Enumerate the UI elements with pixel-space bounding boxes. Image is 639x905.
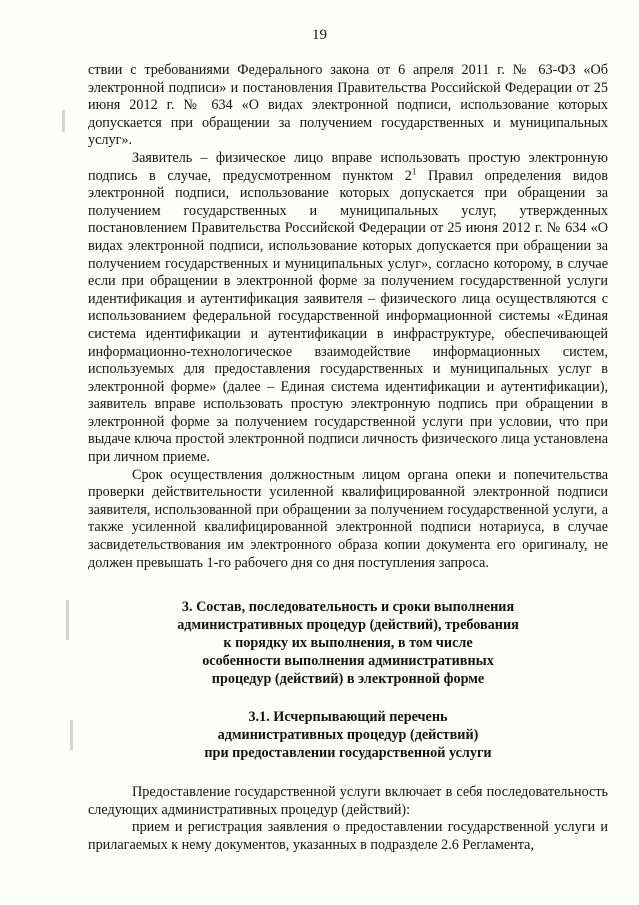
- subsection-heading: [88, 708, 608, 762]
- subsection-heading-line: 3.1. Исчерпывающий перечень: [248, 709, 448, 726]
- section-heading-line: процедур (действий) в электронной форме: [211, 671, 485, 688]
- document-body: [88, 62, 608, 855]
- section-heading-line: административных процедур (действий), требования: [177, 617, 519, 634]
- paragraph-verification-term: Срок осуществления должностным лицом органа опеки и попечительства проверки действительности усиленной квалифицированной электронной подписи заявителя, использованной при обращении за получением государственной услуги, а также усиленной квалифицированной электронной подписи нотариуса, в случае засвидетельствования им электронного образа копии документа его оригиналу, не должен превышать 1-го рабочего дня со дня поступления запроса.: [88, 466, 608, 571]
- paragraph-procedure-item: прием и регистрация заявления о предоставлении государственной услуги и прилагаемых к нему документов, указанных в подразделе 2.6 Регламента,: [88, 819, 608, 853]
- section-heading-line: особенности выполнения административных: [202, 653, 494, 670]
- scan-artifact: [66, 600, 69, 640]
- paragraph-continuation: ствии с требованиями Федерального закона от 6 апреля 2011 г. № 63-ФЗ «Об электронной подписи» и постановления Правительства Российской Федерации от 25 июня 2012 г. № 634 «О видах электронной подписи, использование которых допускается при обращении за получением государственных и муниципальных услуг».: [88, 62, 608, 149]
- paragraph-simple-signature: [88, 150, 608, 467]
- scan-artifact: [70, 720, 73, 750]
- paragraph-text: Правил определения видов электронной подписи, использование которых допускается при обращении за получением государственных и муниципальных услуг, утвержденных постановлением Правительства Российской Федерации от 25 июня 2012 г. № 634 «О видах электронной подписи, использование которых допускается при обращении за получением государственных и муниципальных услуг», согласно которому, в случае если при обращении в электронной форме за получением государственной услуги идентификация и аутентификация заявителя – физического лица осуществляются с использованием федеральной государственной информационной системы «Единая система идентификации и аутентификации в инфраструктуре, обеспечивающей информационно-технологическое взаимодействие информационных систем, используемых для предоставления государственных и муниципальных услуг в электронной форме» (далее – Единая система идентификации и аутентификации), заявитель вправе использовать простую электронную подпись при обращении в электронной форме за получением государственной услуги при условии, что при выдаче ключа простой электронной подписи личность физического лица установлена при личном приеме.: [88, 167, 609, 466]
- section-heading-line: к порядку их выполнения, в том числе: [223, 635, 473, 652]
- section-heading: [88, 598, 608, 688]
- section-heading-line: 3. Состав, последовательность и сроки выполнения: [181, 599, 515, 616]
- subsection-heading-line: административных процедур (действий): [217, 727, 479, 744]
- paragraph-procedures-intro: Предоставление государственной услуги включает в себя последовательность следующих административных процедур (действий):: [88, 784, 608, 818]
- scan-artifact: [62, 110, 65, 132]
- paragraph-text: Заявитель – физическое лицо вправе использовать простую электронную подпись в случае, предусмотренном пунктом 2: [88, 149, 608, 184]
- subsection-heading-line: при предоставлении государственной услуги: [204, 745, 492, 762]
- footnote-superscript: 1: [411, 165, 417, 176]
- page-number: 19: [312, 27, 327, 43]
